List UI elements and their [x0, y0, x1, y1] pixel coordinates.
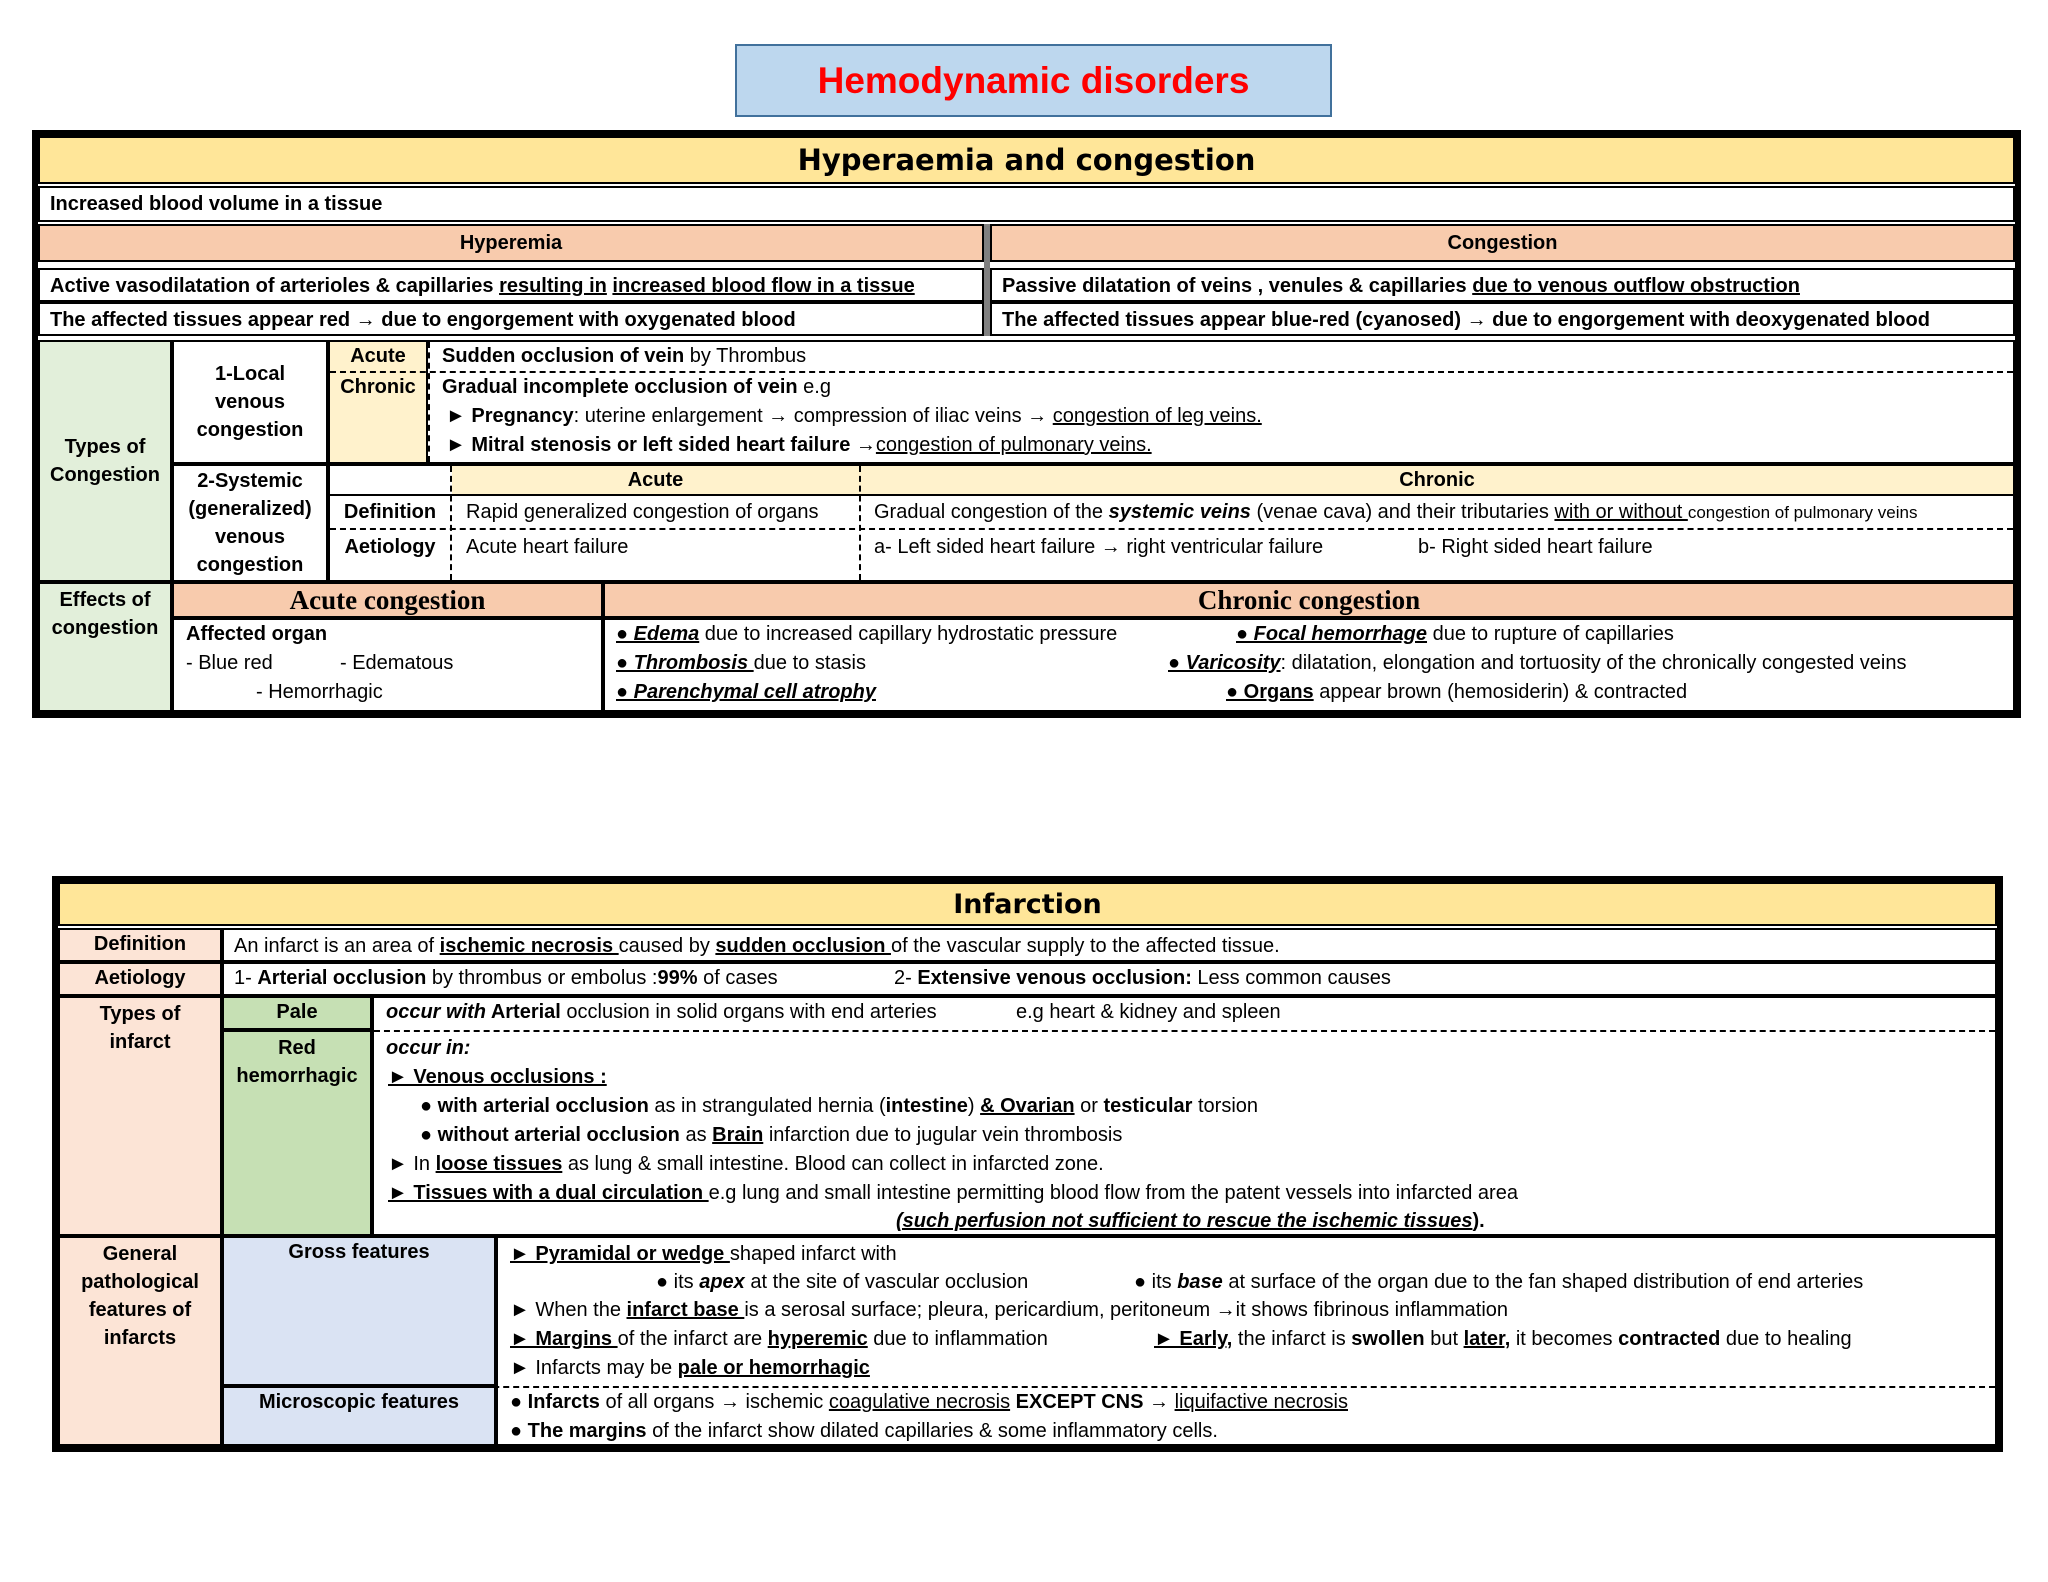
effects-label: Effects of congestion: [38, 582, 172, 712]
text: ► In: [388, 1153, 436, 1175]
focal-hemorrhage-effect: [1236, 620, 1674, 648]
text: of the infarct are: [617, 1328, 768, 1350]
text: infarct base: [626, 1299, 745, 1321]
hyperaemia-definition: Increased blood volume in a tissue: [38, 186, 2015, 222]
blue-red: - Blue red: [186, 652, 273, 674]
text: increased blood flow in a tissue: [612, 275, 915, 297]
congestion-appearance: The affected tissues appear blue-red (cyanosed) → due to engorgement with deoxygenated blood: [990, 302, 2015, 336]
text: : dilatation, elongation and tortuosity of the chronically congested veins: [1280, 652, 1907, 674]
text: ● Organs: [1226, 681, 1314, 703]
text: due to increased capillary hydrostatic pressure: [699, 623, 1118, 645]
pale-label: Pale: [222, 996, 372, 1030]
text: resulting in: [499, 275, 607, 297]
text: Passive dilatation of veins , venules & capillaries: [1002, 275, 1473, 297]
systemic-definition-label: Definition: [343, 501, 437, 523]
red-hemorrhagic-label: Red hemorrhagic: [222, 1030, 372, 1236]
systemic-aetiology-label: Aetiology: [344, 536, 436, 558]
systemic-acute-aetiology: Acute heart failure: [466, 536, 629, 558]
local-acute-text: [442, 342, 806, 370]
gross-features-label: Gross features: [222, 1236, 496, 1386]
local-congestion-label: 1-Local venous congestion: [172, 340, 328, 464]
aetiology-arterial: [234, 964, 778, 992]
chronic-congestion-header: Chronic congestion: [603, 582, 2015, 618]
text: is a serosal surface; pleura, pericardium, peritoneum →it shows fibrinous inflammation: [744, 1299, 1509, 1321]
text: ● Edema: [616, 623, 700, 645]
systemic-chronic-definition: [874, 498, 1917, 527]
mitral-text: [446, 431, 1152, 459]
systemic-chronic-aetiology-a: a- Left sided heart failure → right ventricular failure: [874, 536, 1324, 558]
congestion-header: Congestion: [990, 224, 2015, 262]
text: ): [967, 1095, 981, 1117]
text: coagulative necrosis: [828, 1391, 1011, 1413]
text: ► Infarcts may be: [510, 1357, 678, 1379]
text: intestine: [885, 1095, 968, 1117]
infarction-header: Infarction: [58, 882, 1997, 926]
text: contracted: [1618, 1328, 1721, 1350]
text: with or without: [1554, 501, 1688, 523]
infarct-definition: [222, 928, 1997, 962]
gross-early-later: [1154, 1325, 1852, 1353]
text: (venae cava) and their tributaries: [1250, 501, 1555, 523]
text: or: [1074, 1095, 1104, 1117]
text: due to healing: [1720, 1328, 1852, 1350]
text: EXCEPT CNS: [1010, 1391, 1144, 1413]
text: ► Early,: [1154, 1328, 1233, 1350]
text: 2-: [894, 967, 918, 989]
text: of the infarct show dilated capillaries & some inflammatory cells.: [646, 1420, 1218, 1442]
text: caused by: [618, 935, 716, 957]
text: ● The margins: [510, 1420, 647, 1442]
text: due to venous outflow obstruction: [1472, 275, 1800, 297]
text: due to inflammation: [867, 1328, 1048, 1350]
text: infarction due to jugular vein thrombosis: [763, 1124, 1123, 1146]
red-occur: occur in:: [386, 1037, 471, 1059]
red-loose-tissues: [388, 1150, 1104, 1178]
hyperemia-header: Hyperemia: [38, 224, 984, 262]
gross-pale-or-hemorrhagic: [510, 1354, 870, 1382]
text: of all organs → ischemic: [599, 1391, 829, 1413]
varicosity-effect: [1168, 649, 1906, 677]
infarct-aetiology-label: Aetiology: [58, 962, 222, 996]
general-features-label: General pathological features of infarcts: [58, 1236, 222, 1446]
gross-infarct-base: [510, 1296, 1508, 1324]
gross-margins: [510, 1325, 1048, 1353]
text: ► Mitral stenosis or left sided heart failure: [446, 434, 851, 456]
text: Gradual incomplete occlusion of vein: [442, 376, 798, 398]
pale-text: [386, 998, 937, 1026]
text: occlusion in solid organs with end arteries: [560, 1001, 937, 1023]
edema-effect: [616, 620, 1117, 648]
text: 1-: [234, 967, 258, 989]
local-acute-label: Acute: [350, 345, 406, 367]
text: An infarct is an area of: [234, 935, 440, 957]
affected-organ: Affected organ: [186, 623, 328, 645]
gross-base: [1134, 1268, 1863, 1296]
text: Active vasodilatation of arterioles & capillaries: [50, 275, 500, 297]
text: Sudden occlusion of vein: [442, 345, 685, 367]
text: by thrombus or embolus :: [426, 967, 658, 989]
red-such-perfusion: [896, 1207, 1485, 1235]
congestion-definition: [990, 268, 2015, 302]
text: by Thrombus: [684, 345, 807, 367]
text: it becomes: [1510, 1328, 1619, 1350]
text: ► Pyramidal or wedge: [510, 1243, 730, 1265]
text: later,: [1463, 1328, 1511, 1350]
text: ● Thrombosis: [616, 652, 754, 674]
text: apex: [699, 1271, 745, 1293]
text: as lung & small intestine. Blood can collect in infarcted zone.: [562, 1153, 1104, 1175]
hemorrhagic: - Hemorrhagic: [256, 681, 383, 703]
text: hyperemic: [767, 1328, 868, 1350]
text: (such perfusion not sufficient to rescue the ischemic tissues: [896, 1210, 1473, 1232]
text: Brain: [712, 1124, 764, 1146]
text: ► Margins: [510, 1328, 618, 1350]
red-with-arterial: [420, 1092, 1258, 1120]
text: ● with arterial occlusion: [420, 1095, 649, 1117]
text: ● Infarcts: [510, 1391, 600, 1413]
infarct-definition-label: Definition: [58, 928, 222, 962]
red-dual-circulation: [388, 1179, 1518, 1207]
types-of-congestion-label: Types of Congestion: [38, 340, 172, 582]
gross-pyramidal: [510, 1240, 897, 1268]
text: Arterial: [486, 1001, 561, 1023]
red-without-arterial: [420, 1121, 1122, 1149]
text: ● Focal hemorrhage: [1236, 623, 1428, 645]
text: of the vascular supply to the affected tissue.: [890, 935, 1280, 957]
systemic-acute-definition: Rapid generalized congestion of organs: [466, 501, 819, 523]
systemic-congestion-label: 2-Systemic (generalized) venous congestion: [172, 464, 328, 582]
text: 99%: [657, 967, 698, 989]
text: ischemic necrosis: [439, 935, 619, 957]
text: congestion of pulmonary veins: [1687, 503, 1918, 522]
text: ● its: [1134, 1271, 1178, 1293]
text: congestion of pulmonary veins.: [875, 434, 1152, 456]
text: ).: [1472, 1210, 1485, 1232]
text: →: [1143, 1391, 1175, 1413]
micro-margins: [510, 1417, 1218, 1445]
text: due to rupture of capillaries: [1427, 623, 1674, 645]
red-venous: ► Venous occlusions :: [388, 1066, 607, 1088]
local-chronic-text: [442, 373, 831, 401]
text: Arterial occlusion: [257, 967, 427, 989]
pregnancy-text: [446, 402, 1262, 430]
thrombosis-effect: [616, 649, 866, 677]
local-chronic-label: Chronic: [340, 376, 416, 398]
text: pale or hemorrhagic: [677, 1357, 870, 1379]
text: torsion: [1192, 1095, 1259, 1117]
text: at the site of vascular occlusion: [744, 1271, 1029, 1293]
types-of-infarct-label: Types of infarct: [58, 996, 222, 1236]
hyperaemia-header: Hyperaemia and congestion: [38, 136, 2015, 184]
text: the infarct is: [1232, 1328, 1352, 1350]
text: : uterine enlargement → compression of iliac veins →: [573, 405, 1053, 427]
text: →: [850, 434, 876, 456]
text: e.g: [797, 376, 831, 398]
text: ● its: [656, 1271, 700, 1293]
text: ● Varicosity: [1168, 652, 1281, 674]
text: of cases: [697, 967, 778, 989]
text: & Ovarian: [980, 1095, 1075, 1117]
text: swollen: [1351, 1328, 1425, 1350]
dashed-line: [372, 998, 374, 1234]
aetiology-venous: [894, 964, 1391, 992]
hyperemia-appearance: The affected tissues appear red → due to engorgement with oxygenated blood: [38, 302, 984, 336]
text: ► Tissues with a dual circulation: [388, 1182, 709, 1204]
hyperemia-definition: [38, 268, 984, 302]
dashed-line: [374, 1030, 1995, 1032]
systemic-header-line: [330, 494, 2013, 496]
text: shaped infarct with: [729, 1243, 897, 1265]
text: due to stasis: [753, 652, 866, 674]
microscopic-features-label: Microscopic features: [222, 1386, 496, 1446]
systemic-chronic-aetiology-b: b- Right sided heart failure: [1418, 536, 1653, 558]
text: Less common causes: [1191, 967, 1391, 989]
text: but: [1424, 1328, 1464, 1350]
text: ► Pregnancy: [446, 405, 574, 427]
acute-congestion-header: Acute congestion: [172, 582, 603, 618]
text: congestion of leg veins.: [1052, 405, 1262, 427]
text: at surface of the organ due to the fan shaped distribution of end arteries: [1222, 1271, 1864, 1293]
organs-effect: [1226, 678, 1687, 706]
document-title: Hemodynamic disorders: [735, 44, 1332, 117]
dashed-line: [330, 528, 2013, 530]
atrophy-effect: ● Parenchymal cell atrophy: [616, 681, 876, 703]
text: testicular: [1103, 1095, 1193, 1117]
text: occur with: [386, 1001, 487, 1023]
text: appear brown (hemosiderin) & contracted: [1313, 681, 1688, 703]
text: Extensive venous occlusion:: [917, 967, 1192, 989]
gross-apex: [656, 1268, 1028, 1296]
text: e.g lung and small intestine permitting blood flow from the patent vessels into infarcted area: [708, 1182, 1518, 1204]
text: ● without arterial occlusion: [420, 1124, 680, 1146]
systemic-chronic-header: Chronic: [1399, 469, 1475, 491]
text: Gradual congestion of the: [874, 501, 1109, 523]
micro-coagulative: [510, 1388, 1348, 1416]
text: liquifactive necrosis: [1174, 1391, 1348, 1413]
text: systemic veins: [1108, 501, 1251, 523]
text: base: [1177, 1271, 1223, 1293]
text: as: [679, 1124, 713, 1146]
pale-example: e.g heart & kidney and spleen: [1016, 1001, 1281, 1023]
text: loose tissues: [435, 1153, 563, 1175]
edematous: - Edematous: [340, 652, 454, 674]
text: as in strangulated hernia (: [648, 1095, 886, 1117]
text: ► When the: [510, 1299, 627, 1321]
text: sudden occlusion: [715, 935, 891, 957]
systemic-acute-header: Acute: [627, 469, 684, 491]
